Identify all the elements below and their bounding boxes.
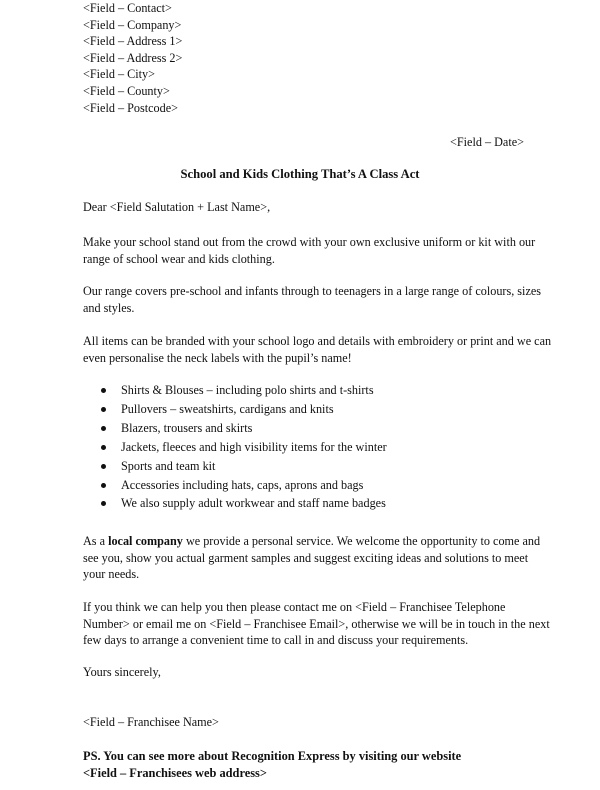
list-item: Accessories including hats, caps, aprons and bags (83, 476, 387, 495)
paragraph-contact: If you think we can help you then please contact me on <Field – Franchisee Telephone Number> or email me on <Field – Franchisee Email>, otherwise we will be in touch in the next few days to arrange a convenient time to call in and discuss your requirements. (83, 600, 550, 648)
bullet-icon (101, 464, 106, 469)
address-postcode: <Field – Postcode> (83, 100, 178, 115)
address-county: <Field – County> (83, 83, 170, 98)
address-company: <Field – Company> (83, 17, 182, 32)
paragraph-local-service: As a local company we provide a personal service. We welcome the opportunity to come and see you, show you actual garment samples and suggest exciting ideas and solutions to meet your needs. (83, 534, 541, 582)
letter-date: <Field – Date> (450, 135, 524, 149)
address-contact: <Field – Contact> (83, 1, 172, 15)
paragraph-range: Our range covers pre-school and infants through to teenagers in a large range of colours, sizes and styles. (83, 284, 542, 315)
address-city: <Field – City> (83, 67, 155, 82)
bullet-icon (101, 501, 106, 506)
postscript-line-1: PS. You can see more about Recognition Express by visiting our website (83, 749, 462, 763)
letter-title: School and Kids Clothing That’s A Class Act (180, 167, 420, 181)
list-item: Jackets, fleeces and high visibility items for the winter (83, 438, 387, 457)
list-item: Shirts & Blouses – including polo shirts and t-shirts (83, 381, 387, 400)
bullet-icon (101, 483, 106, 488)
signer-name: <Field – Franchisee Name> (83, 715, 219, 729)
list-item: Pullovers – sweatshirts, cardigans and knits (83, 400, 387, 419)
local-company-emphasis: local company (108, 534, 183, 548)
salutation: Dear <Field Salutation + Last Name>, (83, 200, 271, 214)
closing: Yours sincerely, (83, 665, 161, 679)
list-item: Sports and team kit (83, 457, 387, 476)
address-line-2: <Field – Address 2> (83, 50, 183, 65)
product-bullet-list (83, 381, 387, 513)
bullet-icon (101, 407, 106, 412)
bullet-icon (101, 426, 106, 431)
bullet-icon (101, 445, 106, 450)
paragraph-branding: All items can be branded with your school logo and details with embroidery or print and we can even personalise the neck labels with the pupil’s name! (83, 334, 552, 365)
list-item: We also supply adult workwear and staff name badges (83, 494, 387, 513)
list-item: Blazers, trousers and skirts (83, 419, 387, 438)
address-line-1: <Field – Address 1> (83, 34, 183, 49)
paragraph-intro: Make your school stand out from the crowd with your own exclusive uniform or kit with our range of school wear and kids clothing. (83, 235, 536, 266)
recipient-address (83, 0, 182, 116)
bullet-icon (101, 388, 106, 393)
postscript-web-address: <Field – Franchisees web address> (83, 766, 267, 780)
postscript (83, 748, 461, 782)
